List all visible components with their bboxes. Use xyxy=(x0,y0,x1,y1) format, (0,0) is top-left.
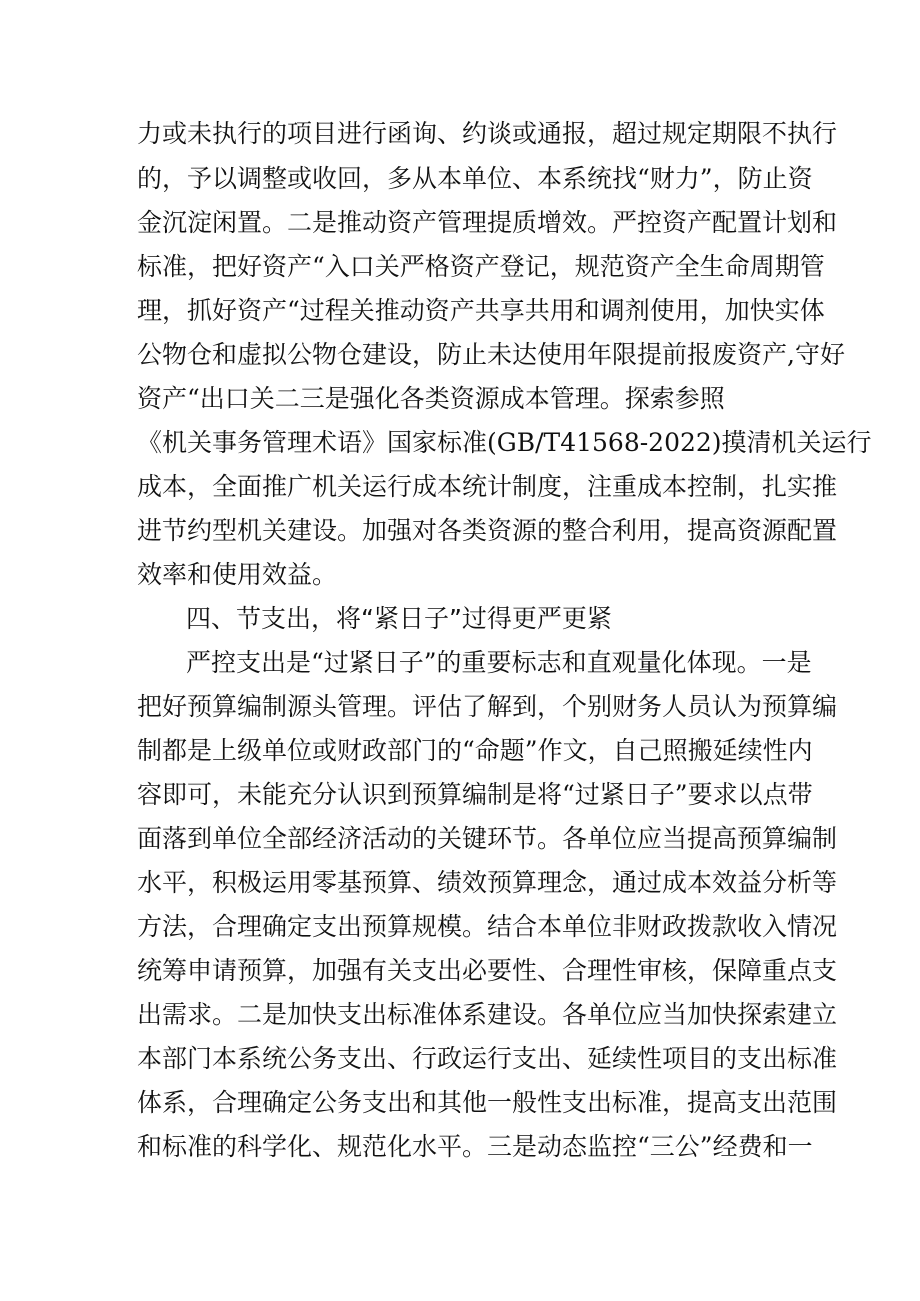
paragraph-line: 统筹申请预算，加强有关支出必要性、合理性审核，保障重点支 xyxy=(137,956,838,985)
paragraph-line: 理，抓好资产“过程关推动资产共享共用和调剂使用，加快实体 xyxy=(137,296,825,325)
paragraph-line: 和标准的科学化、规范化水平。三是动态监控“三公”经费和一 xyxy=(137,1132,813,1161)
paragraph-line: 面落到单位全部经济活动的关键环节。各单位应当提高预算编制 xyxy=(137,824,838,853)
paragraph-line: 把好预算编制源头管理。评估了解到，个别财务人员认为预算编 xyxy=(137,692,838,721)
paragraph-line: 水平，积极运用零基预算、绩效预算理念，通过成本效益分析等 xyxy=(137,868,838,897)
paragraph-line: 力或未执行的项目进行函询、约谈或通报，超过规定期限不执行 xyxy=(137,119,838,148)
paragraph-line: 方法，合理确定支出预算规模。结合本单位非财政拨款收入情况 xyxy=(137,912,838,941)
paragraph-line: 的，予以调整或收回，多从本单位、本系统找“财力”，防止资 xyxy=(137,164,813,193)
paragraph-line: 本部门本系统公务支出、行政运行支出、延续性项目的支出标准 xyxy=(137,1044,838,1073)
paragraph-line: 出需求。二是加快支出标准体系建设。各单位应当加快探索建立 xyxy=(137,1000,838,1029)
section-heading: 四、节支出，将“紧日子”过得更严更紧 xyxy=(186,604,612,633)
paragraph-line: 资产“出口关二三是强化各类资源成本管理。探索参照 xyxy=(137,384,725,413)
paragraph-line: 公物仓和虚拟公物仓建设，防止未达使用年限提前报废资产,守好 xyxy=(137,340,845,369)
paragraph-line: 金沉淀闲置。二是推动资产管理提质增效。严控资产配置计划和 xyxy=(137,208,838,237)
paragraph-line: 严控支出是“过紧日子”的重要标志和直观量化体现。一是 xyxy=(186,648,812,677)
paragraph-line: 《机关事务管理术语》国家标准(GB/T41568-2022)摸清机关运行 xyxy=(137,428,872,457)
paragraph-line: 制都是上级单位或财政部门的“命题”作文，自己照搬延续性内 xyxy=(137,736,813,765)
paragraph-line: 效率和使用效益。 xyxy=(137,560,338,589)
paragraph-line: 容即可，未能充分认识到预算编制是将“过紧日子”要求以点带 xyxy=(137,780,813,809)
paragraph-line: 标准，把好资产“入口关严格资产登记，规范资产全生命周期管 xyxy=(137,252,825,281)
paragraph-line: 体系，合理确定公务支出和其他一般性支出标准，提高支出范围 xyxy=(137,1088,838,1117)
paragraph-line: 成本，全面推广机关运行成本统计制度，注重成本控制，扎实推 xyxy=(137,472,838,501)
paragraph-line: 进节约型机关建设。加强对各类资源的整合利用，提高资源配置 xyxy=(137,516,838,545)
